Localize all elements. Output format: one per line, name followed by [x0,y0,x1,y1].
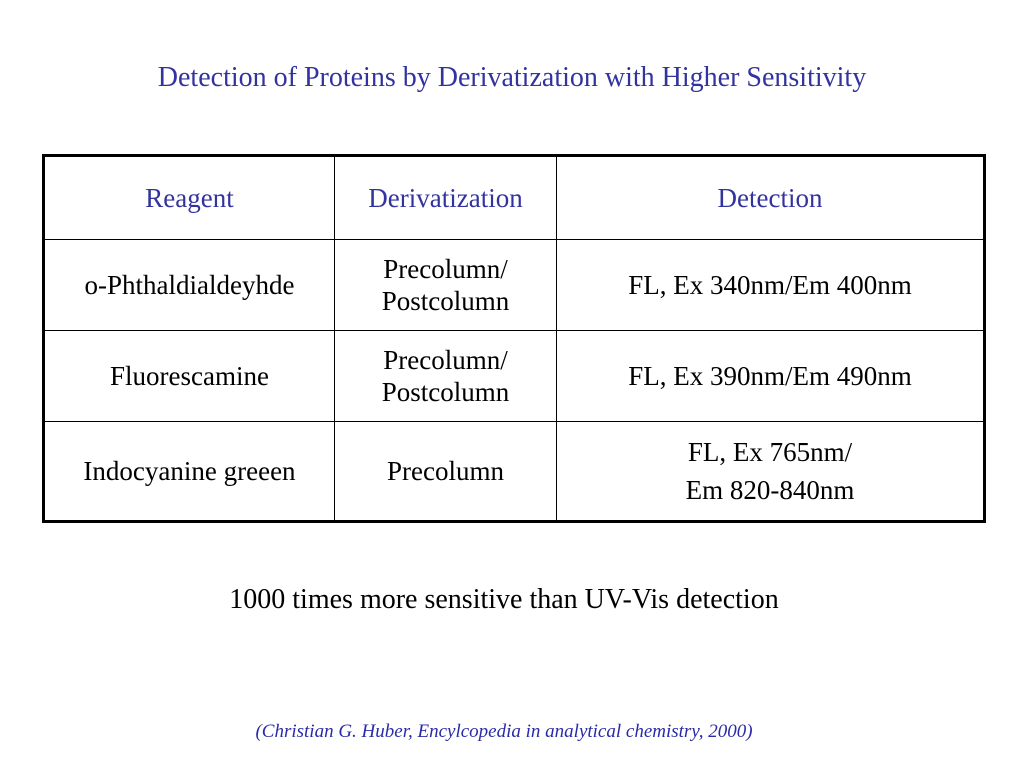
detection-line: Em 820-840nm [685,475,855,505]
reagent-cell: Fluorescamine [44,331,335,422]
table-row [44,422,985,522]
detection-cell: FL, Ex 390nm/Em 490nm [557,331,985,422]
derivatization-cell: Precolumn [335,422,557,522]
detection-line: FL, Ex 765nm/ [687,437,853,467]
reagent-table [42,154,986,523]
slide-title: Detection of Proteins by Derivatization with Higher Sensitivity [157,62,867,93]
table-row [44,331,985,422]
table-row [44,240,985,331]
derivatization-line: Postcolumn [381,377,510,407]
derivatization-cell [335,331,557,422]
header-reagent: Reagent [44,156,335,240]
detection-cell [557,422,985,522]
derivatization-line: Postcolumn [381,286,510,316]
detection-cell: FL, Ex 340nm/Em 400nm [557,240,985,331]
sensitivity-note: 1000 times more sensitive than UV-Vis detection [229,584,779,615]
derivatization-cell [335,240,557,331]
derivatization-line: Precolumn/ [383,345,508,375]
reagent-cell: Indocyanine greeen [44,422,335,522]
table-header-row [44,156,985,240]
derivatization-line: Precolumn/ [383,254,508,284]
header-derivatization: Derivatization [335,156,557,240]
header-detection: Detection [557,156,985,240]
citation: (Christian G. Huber, Encylcopedia in analytical chemistry, 2000) [255,721,753,742]
reagent-cell: o-Phthaldialdeyhde [44,240,335,331]
